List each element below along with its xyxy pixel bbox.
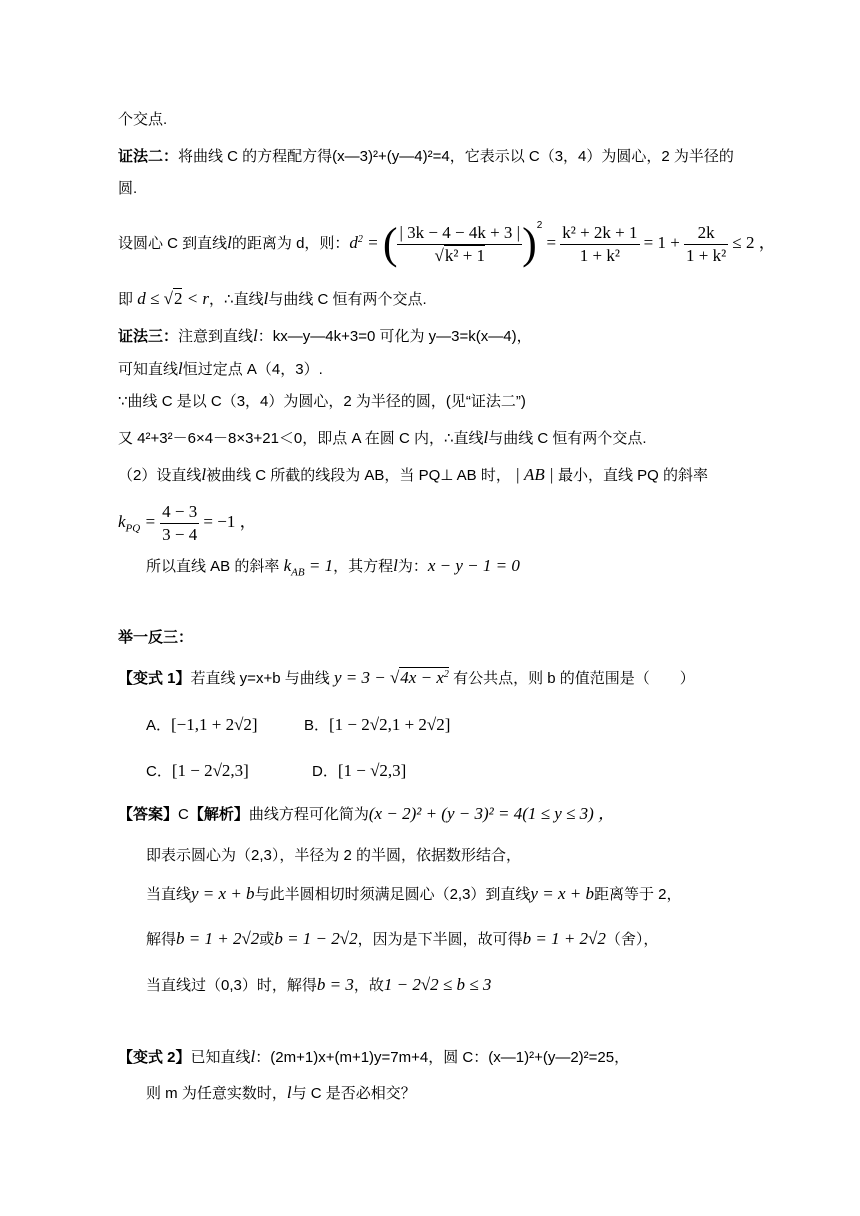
text-span: 被曲线 C 所截的线段为 AB，当 PQ⊥ AB 时， [206,467,511,484]
text-span: 与 C 是否必相交？ [291,1085,416,1102]
option-letter: A． [146,717,172,734]
text-line [146,846,521,866]
option-c[interactable] [146,763,249,780]
text-line [146,884,681,905]
math-equation: b = 1 − 2√2 [274,929,358,948]
fraction-denominator: 1 + k² [579,245,620,265]
line-symbol-l: l [253,326,258,345]
exponent: 2 [536,220,543,231]
variant-2-question [118,1047,629,1068]
text-span: （舍）， [605,931,659,948]
text-span: 有公共点，则 b 的值范围是（ ） [453,670,695,687]
option-letter: B． [304,717,330,734]
option-value: [1 − 2√2,1 + 2√2] [329,715,451,734]
math-inequality: d ≤ √2 < r [133,289,210,308]
text-span: 即表示圆心为（2,3），半径为 2 的半圆，依据数形结合， [146,847,522,864]
text-span: ，∴直线 [209,291,264,308]
answer-label: 【答案】 [118,806,179,823]
fraction [684,222,728,267]
text-line [118,179,137,199]
text-line [146,1083,416,1104]
fraction-numerator: | 3k − 4 − 4k + 3 | [397,222,522,245]
option-value: [−1,1 + 2√2] [171,715,258,734]
math-expr: = 1 + [643,233,680,252]
equals: = [546,233,557,252]
answer-line [118,804,615,825]
text-span: 若直线 y=x+b 与曲线 [190,670,330,687]
distance-formula-line [118,216,776,271]
text-line [146,929,658,950]
variant-label: 【变式 2】 [118,1049,191,1066]
fraction-denominator: 1 + k² [686,245,727,265]
line-symbol-l: l [483,428,489,447]
math-equation: y = x + b [530,884,594,903]
text-span: ：kx—y—4k+3=0 可化为 y—3=k(x—4)， [257,328,532,345]
text-span: ，故 [353,977,384,994]
text-span: 将曲线 C 的方程配方得(x—3)²+(y—4)²=4，它表示以 C（3，4）为圆心，2 为半径的 [178,148,734,165]
fraction-denominator: 3 − 4 [162,524,198,544]
proof-3-line [118,326,532,347]
text-line [118,289,427,310]
options-row [146,715,451,736]
text-span: ，因为是下半圆，故可得 [357,931,523,948]
math-expr: = −1 ， [203,512,257,531]
option-value: [1 − 2√2,3] [171,761,249,780]
text-span: ，其方程 [333,558,394,575]
text-span: 所以直线 AB 的斜率 [146,558,280,575]
line-symbol-l: l [201,465,207,484]
section-heading: 举一反三： [118,629,194,646]
line-symbol-l: l [227,233,232,252]
text-span: ：(2m+1)x+(m+1)y=7m+4，圆 C：(x—1)²+(y—2)²=25， [255,1049,630,1066]
math-expr: ≤ 2 ， [732,233,776,252]
fraction-numerator: 4 − 3 [160,501,199,524]
fraction [160,501,199,546]
text-span: 最小，直线 PQ 的斜率 [557,467,708,484]
text-span: 个交点. [118,111,168,128]
math-equation: b = 1 + 2√2 [176,929,260,948]
option-d[interactable] [312,761,406,782]
line-symbol-l: l [393,556,398,575]
variant-1-question [118,668,695,689]
text-span: （2）设直线 [118,467,202,484]
text-line [118,392,526,412]
option-letter: D． [312,763,338,780]
option-b[interactable] [304,715,450,736]
text-line [146,556,520,577]
line-symbol-l: l [263,289,269,308]
fraction [397,222,522,267]
math-equation: b = 3 [316,975,354,994]
fraction-numerator: k² + 2k + 1 [560,222,639,245]
text-span: 又 4²+3²－6×4－8×3+21＜0，即点 A 在圆 C 内，∴直线 [118,430,484,447]
text-span: 则 m 为任意实数时， [146,1085,287,1102]
text-line [118,428,647,449]
variant-label: 【变式 1】 [118,670,191,687]
text-span: 注意到直线 [178,328,254,345]
text-span: 距离等于 2， [593,886,682,903]
math-k-ab: $k_{AB} = 1$ [279,556,334,579]
math-d-squared: $d^2$ = [349,233,379,252]
proof-label: 证法三： [118,328,179,345]
line-symbol-l: l [286,1083,292,1102]
proof-2-line [118,147,734,167]
text-span: 与此半圆相切时须满足圆心（2,3）到直线 [254,886,531,903]
text-span: 可知直线 [118,361,179,378]
text-span: 曲线方程可化简为 [248,806,369,823]
fraction [560,222,639,267]
answer-value: C [178,806,189,823]
option-a[interactable] [146,717,258,734]
line-symbol-l: l [250,1047,256,1066]
text-span: 解得 [146,931,177,948]
text-span: 圆. [118,180,138,197]
text-span: 恒过定点 A（4，3）. [182,361,323,378]
sqrt-radicand: k² + 1 [444,245,486,265]
math-equation: y = x + b [191,884,255,903]
math-ab-length: | AB | [510,465,558,484]
text-span: 即 [118,291,134,308]
analysis-label: 【解析】 [188,806,249,823]
math-equation: x − y − 1 = 0 [427,556,520,575]
right-paren: ) [522,219,537,269]
text-span: 与曲线 C 恒有两个交点. [488,430,647,447]
options-row [146,761,407,782]
math-equation: 1 − 2√2 ≤ b ≤ 3 [383,975,492,994]
text-line [118,465,708,486]
text-span: 或 [259,931,275,948]
math-k-pq: $k_{PQ}$ = [118,512,156,535]
left-paren: ( [382,219,398,269]
math-equation: (x − 2)² + (y − 3)² = 4(1 ≤ y ≤ 3) ， [368,804,615,823]
text-span: 与曲线 C 恒有两个交点. [268,291,427,308]
math-curve: $y = 3 - √4x - x^2$ [329,668,449,687]
text-span: 已知直线 [190,1049,251,1066]
text-line [118,110,167,130]
text-line [118,359,323,380]
line-symbol-l: l [178,359,183,378]
proof-label: 证法二： [118,148,179,165]
slope-formula-line [118,497,257,548]
fraction-denominator: √k² + 1 [434,245,486,265]
text-span: 的距离为 d，则： [231,235,350,252]
text-span: 当直线过（0,3）时，解得 [146,977,317,994]
fraction-numerator: 2k [684,222,728,245]
text-span: ∵曲线 C 是以 C（3，4）为圆心，2 为半径的圆，(见“证法二”) [118,393,526,410]
option-letter: C． [146,763,172,780]
math-equation: b = 1 + 2√2 [522,929,606,948]
text-span: 当直线 [146,886,192,903]
text-span: 设圆心 C 到直线 [118,235,228,252]
option-value: [1 − √2,3] [337,761,407,780]
text-line [146,975,491,996]
text-span: 为： [397,558,428,575]
